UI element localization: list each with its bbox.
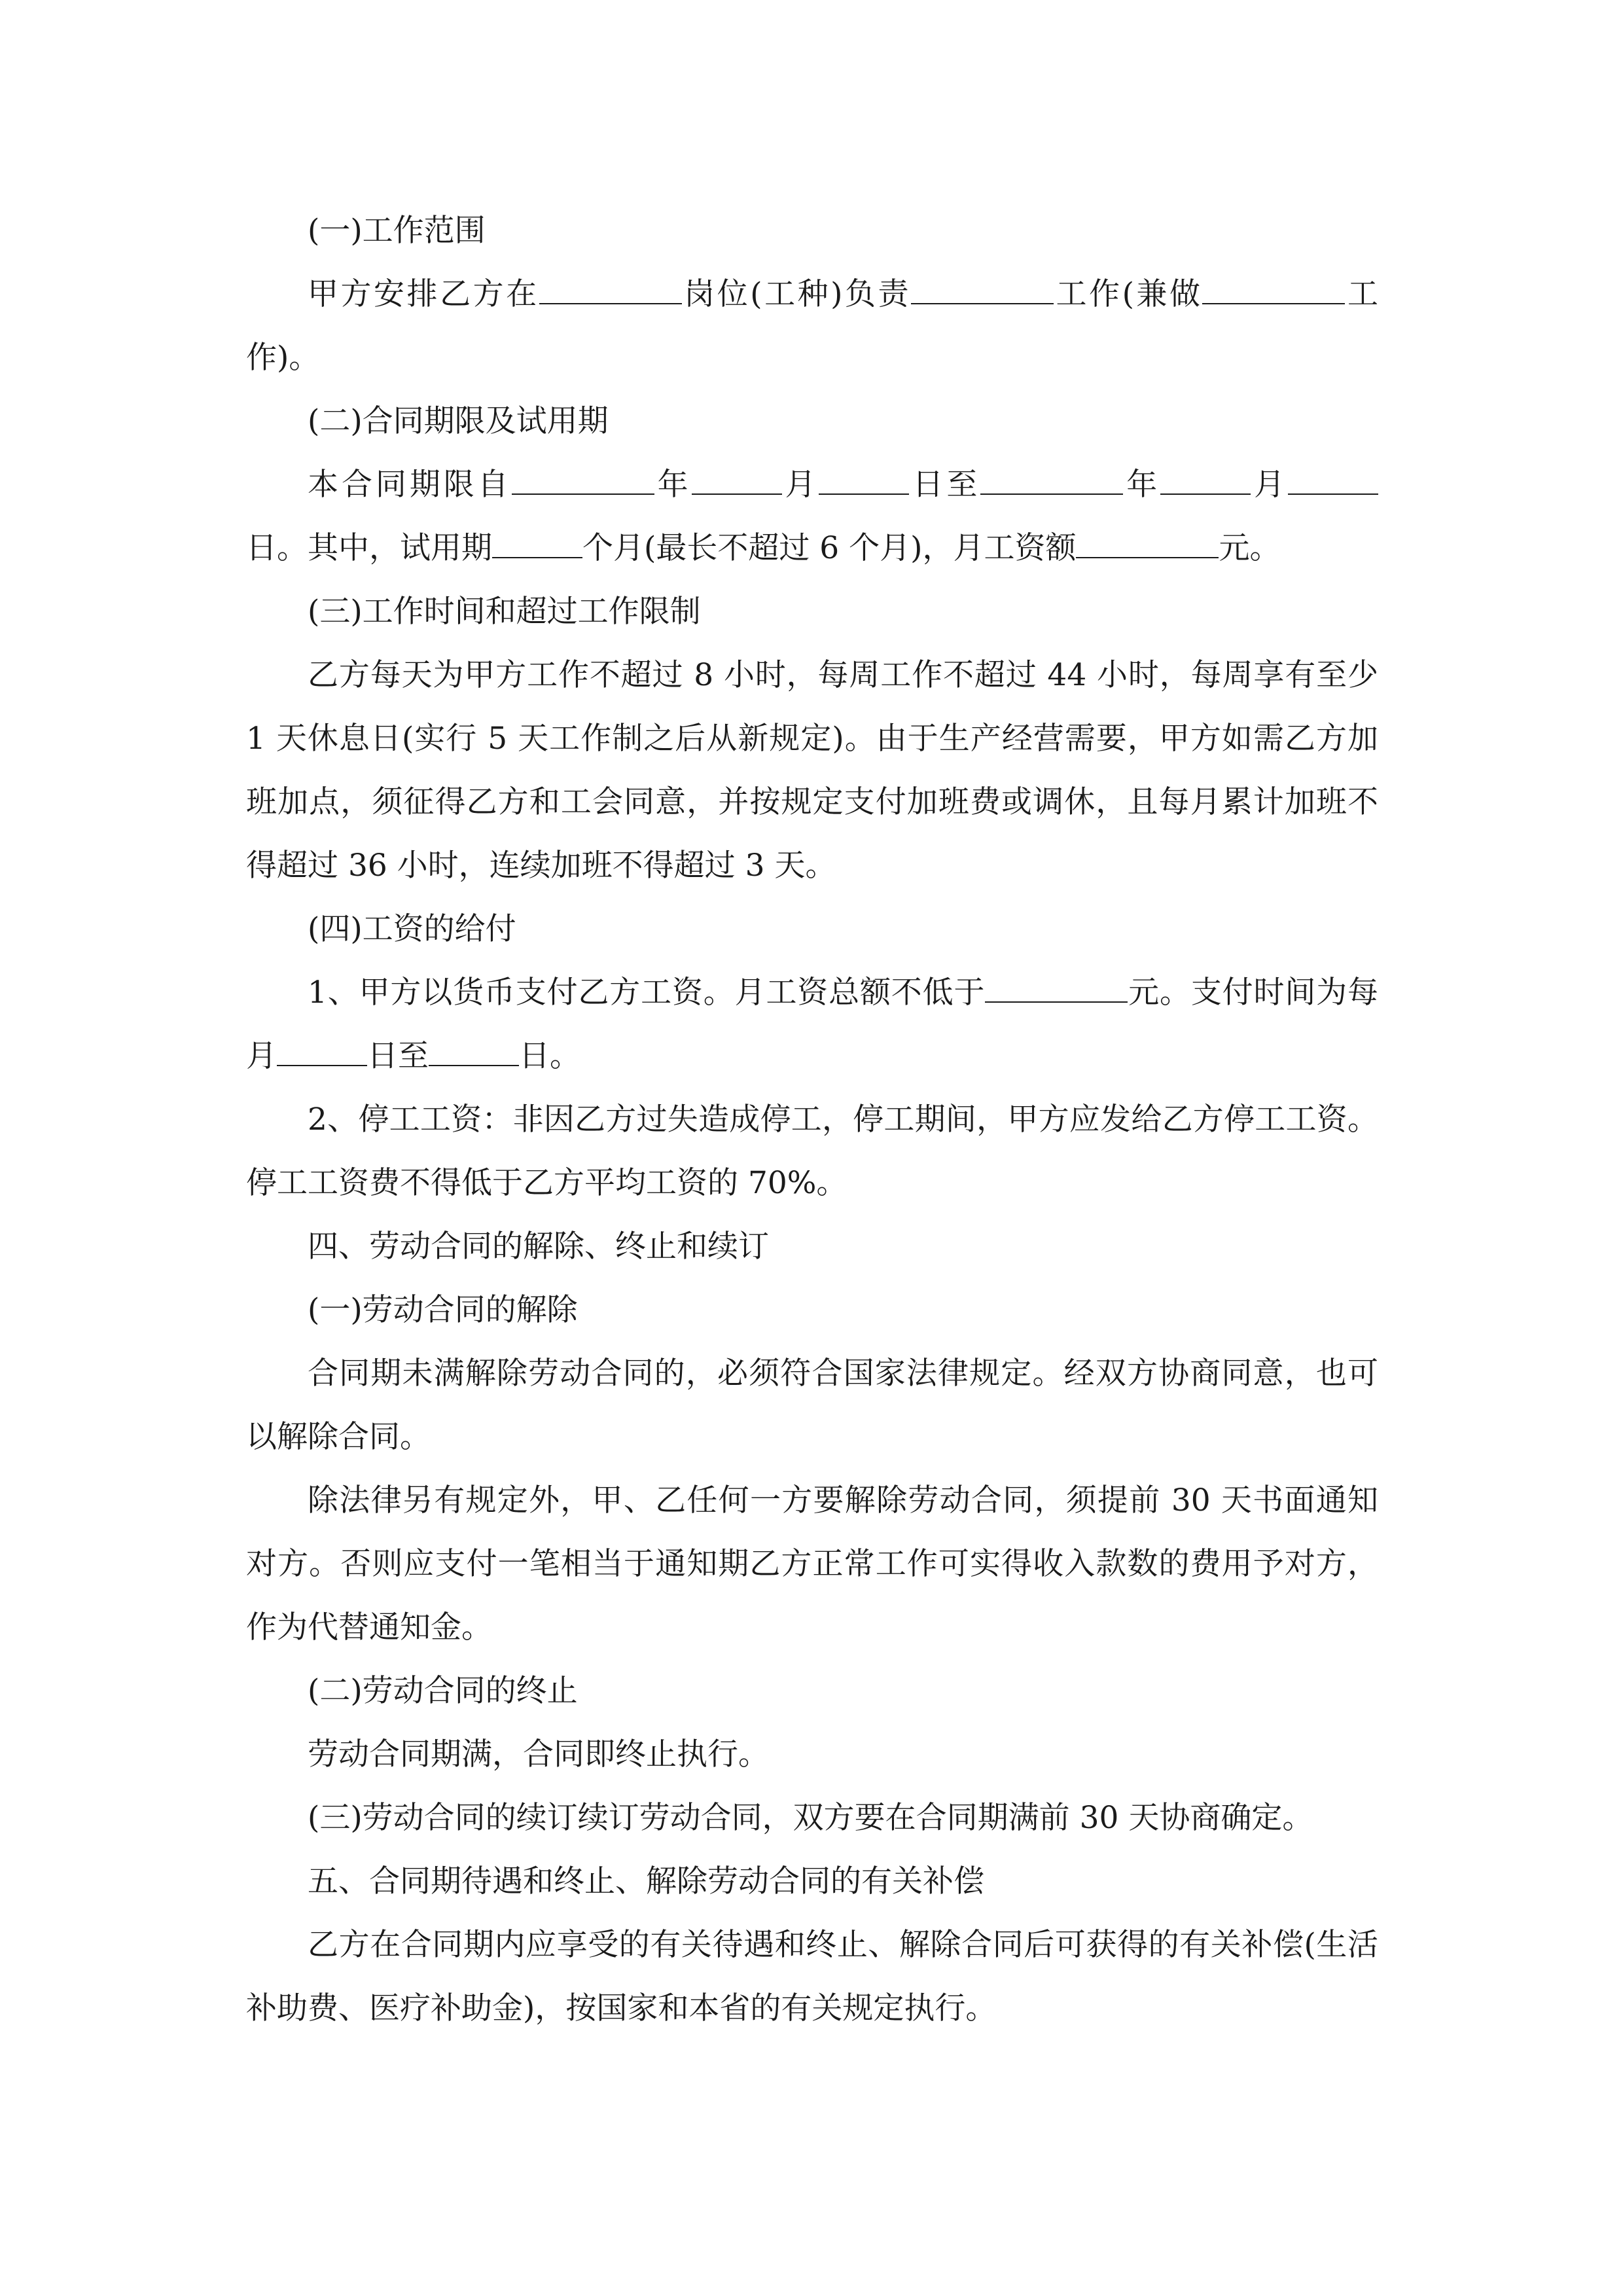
fill-blank-end-day[interactable] [1288, 467, 1378, 495]
fill-blank-end-year[interactable] [980, 467, 1123, 495]
fill-blank-pay-day-end[interactable] [429, 1039, 519, 1066]
paragraph-working-hours: 乙方每天为甲方工作不超过 8 小时，每周工作不超过 44 小时，每周享有至少 1 天休息日(实行 5 天工作制之后从新规定)。由于生产经营需要，甲方如需乙方加班加点，须征得乙方和工会同意，并按规定支付加班费或调休，且每月累计加班不得超过 36 小时，连续加班不得超过 3 天。 [246, 657, 1378, 884]
subsection-heading-rescission: (一)劳动合同的解除 [308, 1292, 578, 1328]
section-heading-termination: 四、劳动合同的解除、终止和续订 [308, 1229, 769, 1265]
paragraph-rescission-2: 除法律另有规定外，甲、乙任何一方要解除劳动合同，须提前 30 天书面通知对方。否则应支付一笔相当于通知期乙方正常工作可实得收入款数的费用予对方，作为代替通知金。 [246, 1482, 1378, 1645]
paragraph-compensation: 乙方在合同期内应享受的有关待遇和终止、解除合同后可获得的有关补偿(生活补助费、医疗补助金)，按国家和本省的有关规定执行。 [246, 1927, 1378, 2026]
fill-blank-start-day[interactable] [819, 467, 909, 495]
fill-blank-probation-months[interactable] [492, 531, 582, 558]
paragraph-rescission-1: 合同期未满解除劳动合同的，必须符合国家法律规定。经双方协商同意，也可以解除合同。 [246, 1355, 1378, 1455]
document-body [246, 199, 1378, 2040]
section-heading-compensation: 五、合同期待遇和终止、解除劳动合同的有关补偿 [308, 1863, 984, 1899]
section-heading-working-hours: (三)工作时间和超过工作限制 [308, 594, 701, 630]
section-heading-work-scope: (一)工作范围 [308, 213, 486, 249]
fill-blank-position[interactable] [539, 277, 682, 304]
fill-blank-min-wage[interactable] [985, 975, 1128, 1003]
fill-blank-duty[interactable] [911, 277, 1054, 304]
fill-blank-pay-day-start[interactable] [277, 1039, 367, 1066]
section-heading-wage-payment: (四)工资的给付 [308, 911, 516, 947]
section-heading-contract-term: (二)合同期限及试用期 [308, 403, 609, 439]
fill-blank-start-year[interactable] [512, 467, 654, 495]
paragraph-contract-term: 本合同期限自 年 月 日至 年 月日。其中，试用期 个月(最长不超过 6 个月)，月工资额 元。 [246, 453, 1378, 580]
paragraph-wage-payment: 1、甲方以货币支付乙方工资。月工资总额不低于 元。支付时间为每月 日至 日。 [246, 975, 1379, 1074]
fill-blank-side-job[interactable] [1202, 277, 1345, 304]
subsection-heading-expiry: (二)劳动合同的终止 [308, 1673, 578, 1709]
paragraph-stoppage-wage: 2、停工工资：非因乙方过失造成停工，停工期间，甲方应发给乙方停工工资。停工工资费不得低于乙方平均工资的 70%。 [246, 1102, 1378, 1201]
paragraph-expiry: 劳动合同期满，合同即终止执行。 [308, 1736, 769, 1772]
fill-blank-start-month[interactable] [692, 467, 782, 495]
paragraph-work-scope: 甲方安排乙方在 岗位(工种)负责 工作(兼做 工作)。 [246, 276, 1379, 376]
paragraph-renewal: (三)劳动合同的续订续订劳动合同，双方要在合同期满前 30 天协商确定。 [308, 1800, 1313, 1836]
fill-blank-end-month[interactable] [1160, 467, 1251, 495]
fill-blank-monthly-salary[interactable] [1076, 531, 1219, 558]
